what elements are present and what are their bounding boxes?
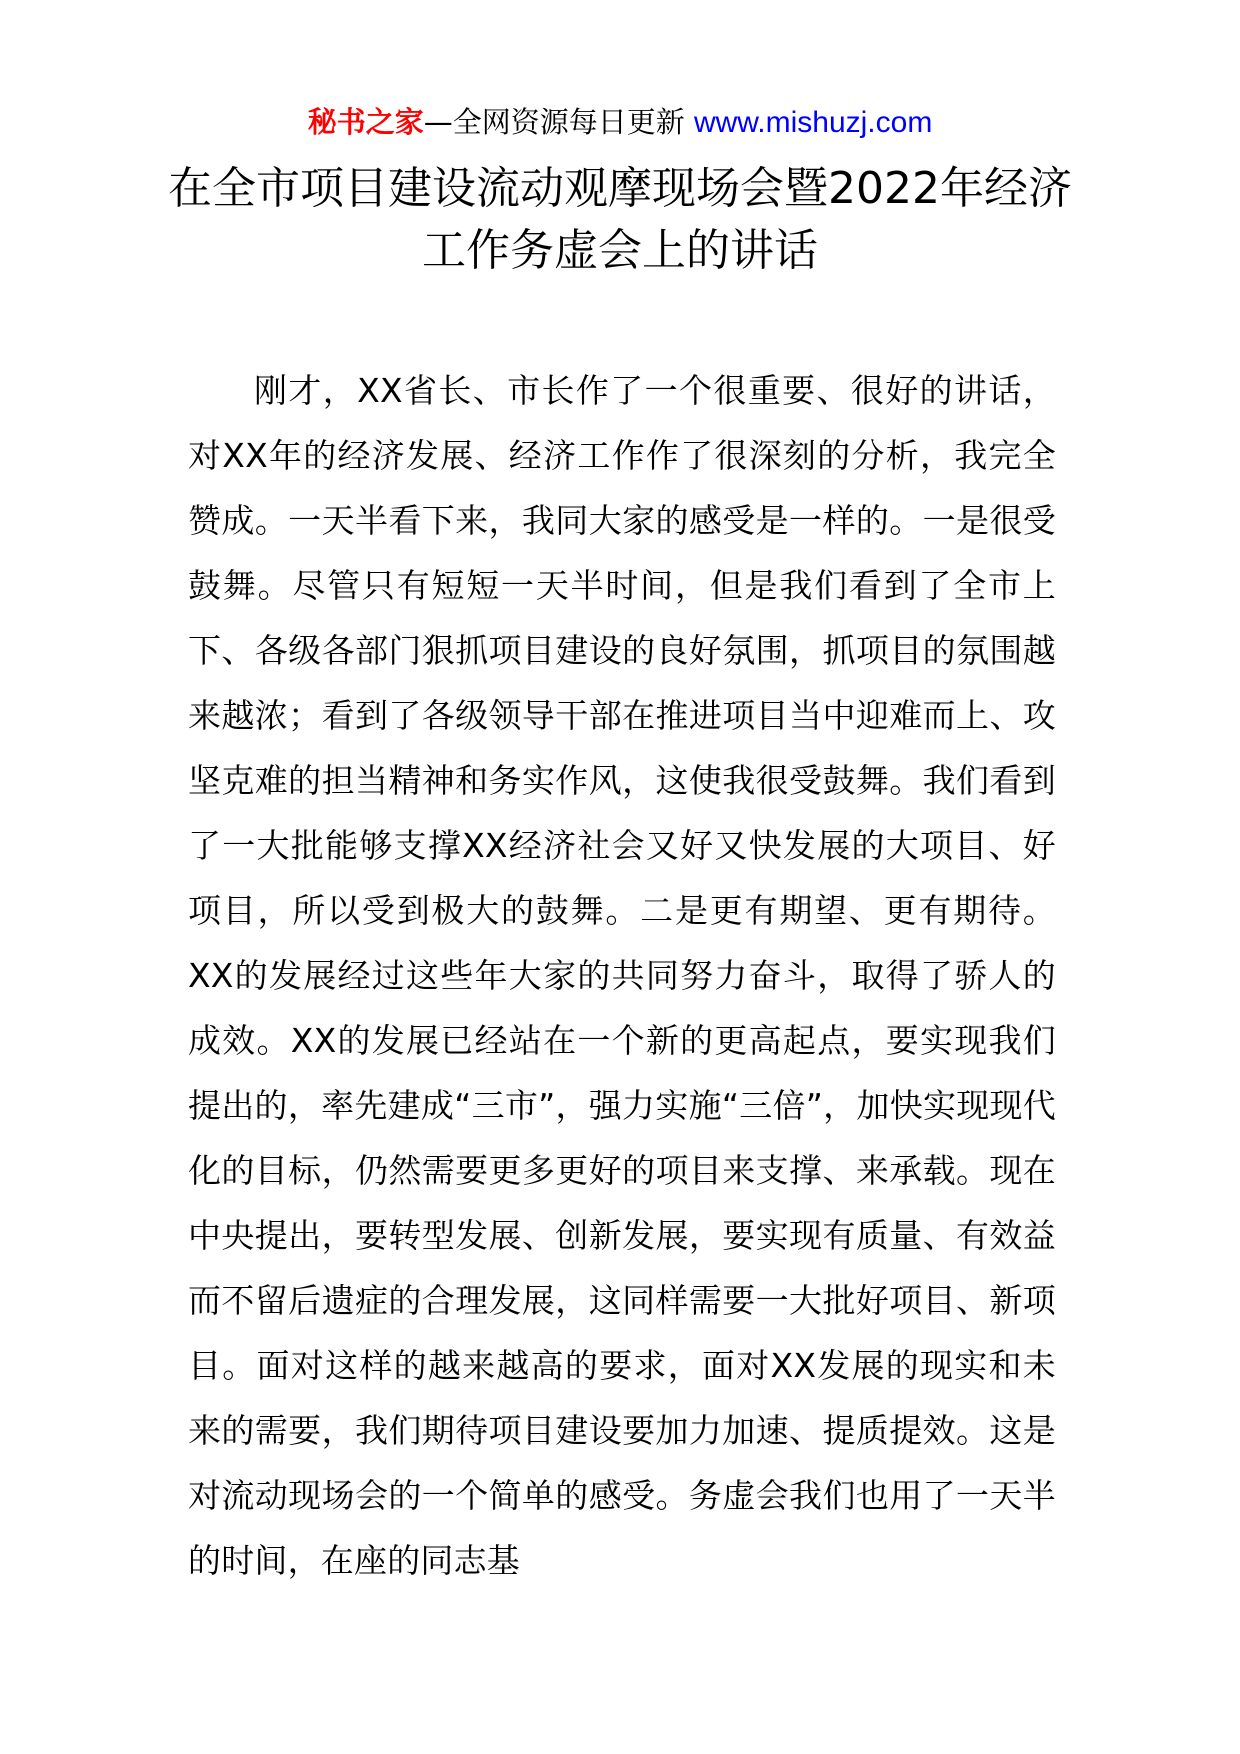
site-header — [0, 102, 1240, 143]
site-brand: 秘书之家 — [307, 105, 424, 139]
body-paragraph: 刚才，XX省长、市长作了一个很重要、很好的讲话，对XX年的经济发展、经济工作作了很深刻的分析，我完全赞成。一天半看下来，我同大家的感受是一样的。一是很受鼓舞。尽管只有短短一天半时间，但是我们看到了全市上下、各级各部门狠抓项目建设的良好氛围，抓项目的氛围越来越浓；看到了各级领导干部在推进项目当中迎难而上、攻坚克难的担当精神和务实作风，这使我很受鼓舞。我们看到了一大批能够支撑XX经济社会又好又快发展的大项目、好项目，所以受到极大的鼓舞。二是更有期望、更有期待。XX的发展经过这些年大家的共同努力奋斗，取得了骄人的成效。XX的发展已经站在一个新的更高起点，要实现我们提出的，率先建成“三市”，强力实施“三倍”，加快实现现代化的目标，仍然需要更多更好的项目来支撑、来承载。现在中央提出，要转型发展、创新发展，要实现有质量、有效益而不留后遗症的合理发展，这同样需要一大批好项目、新项目。面对这样的越来越高的要求，面对XX发展的现实和未来的需要，我们期待项目建设要加力加速、提质提效。这是对流动现场会的一个简单的感受。务虚会我们也用了一天半的时间，在座的同志基 — [188, 371, 1056, 1580]
site-url-link[interactable]: www.mishuzj.com — [693, 106, 933, 139]
document-title: 在全市项目建设流动观摩现场会暨2022年经济工作务虚会上的讲话 — [168, 163, 1072, 276]
site-tagline: —全网资源每日更新 — [423, 105, 685, 139]
